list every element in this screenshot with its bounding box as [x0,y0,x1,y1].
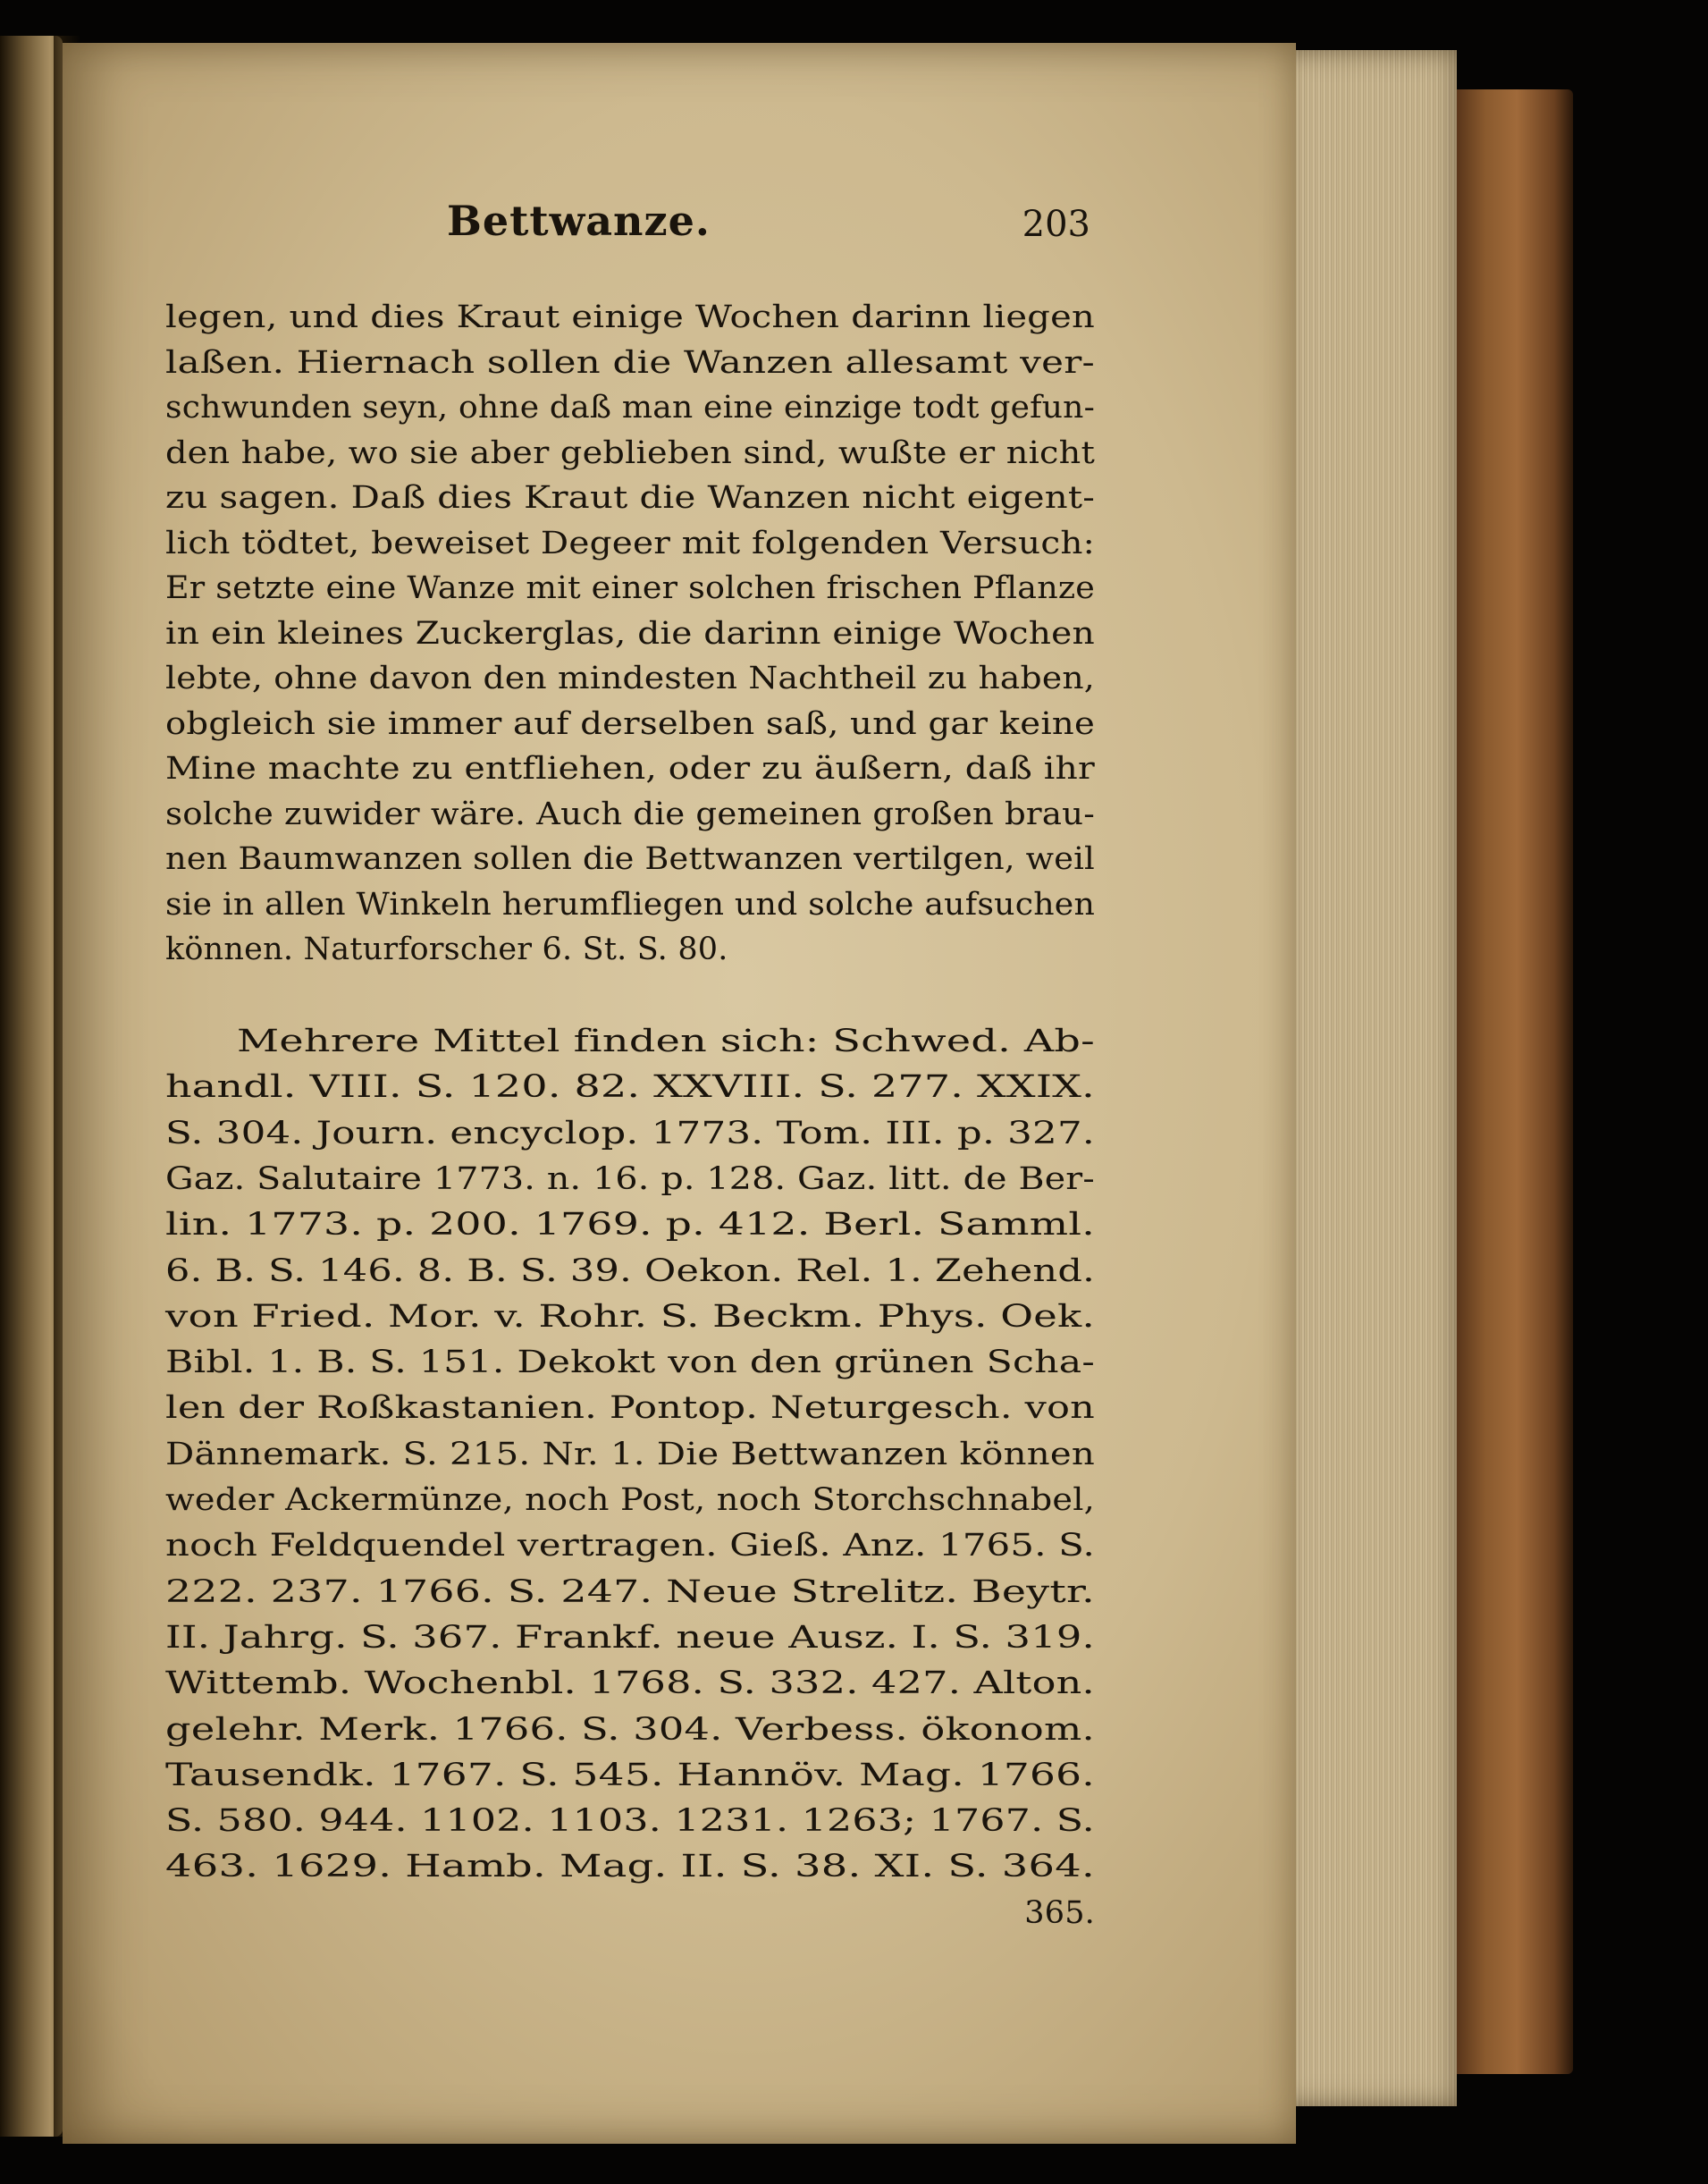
text-line: handl. VIII. S. 120. 82. XXVIII. S. 277. XXIX. [165,1069,1095,1106]
book-binding [1448,89,1573,2074]
text-line: S. 580. 944. 1102. 1103. 1231. 1263; 1767. S. [165,1803,1095,1840]
text-line: noch Feldquendel vertragen. Gieß. Anz. 1765. S. [165,1528,1096,1564]
text-line: Er setzte eine Wanze mit einer solchen frischen Pflanze [165,570,1096,606]
text-line: schwunden seyn, ohne daß man eine einzige todt gefun- [165,390,1095,426]
page-fore-edge [1278,50,1457,2106]
text-line: Wittemb. Wochenbl. 1768. S. 332. 427. Alton. [165,1665,1095,1702]
text-line: weder Ackermünze, noch Post, noch Storchschnabel, [165,1482,1096,1518]
text-line: II. Jahrg. S. 367. Frankf. neue Ausz. I. S. 319. [165,1619,1095,1656]
text-line: den habe, wo sie aber geblieben sind, wußte er nicht [165,434,1096,471]
running-title: Bettwanze. [447,197,711,245]
text-line: können. Naturforscher 6. St. S. 80. [165,932,728,967]
text-line: gelehr. Merk. 1766. S. 304. Verbess. ökonom. [165,1711,1096,1748]
text-line: zu sagen. Daß dies Kraut die Wanzen nicht eigent- [165,480,1095,516]
text-line: nen Baumwanzen sollen die Bettwanzen vertilgen, weil [165,841,1095,877]
text-line: solche zuwider wäre. Auch die gemeinen großen brau- [165,796,1095,832]
page-number: 203 [1022,204,1090,245]
text-line: S. 304. Journ. encyclop. 1773. Tom. III. p. 327. [165,1115,1095,1151]
text-line: Bibl. 1. B. S. 151. Dekokt von den grünen Scha- [165,1345,1096,1381]
text-line: legen, und dies Kraut einige Wochen darinn liegen [165,299,1095,335]
text-line: Tausendk. 1767. S. 545. Hannöv. Mag. 1766. [165,1757,1096,1793]
text-line: lin. 1773. p. 200. 1769. p. 412. Berl. Samml. [165,1207,1096,1244]
text-line: Dännemark. S. 215. Nr. 1. Die Bettwanzen können [165,1436,1096,1472]
text-line: Gaz. Salutaire 1773. n. 16. p. 128. Gaz. litt. de Ber- [165,1160,1095,1197]
text-line: 6. B. S. 146. 8. B. S. 39. Oekon. Rel. 1. Zehend. [165,1252,1096,1289]
text-line: len der Roßkastanien. Pontop. Neturgesch. von [165,1390,1095,1427]
text-line: laßen. Hiernach sollen die Wanzen allesamt ver- [165,344,1096,381]
text-line: obgleich sie immer auf derselben saß, und gar keine [165,705,1095,742]
text-line: Mine machte zu entfliehen, oder zu äußern, daß ihr [165,751,1095,787]
text-line: lebte, ohne davon den mindesten Nachtheil zu haben, [165,661,1095,696]
text-line: von Fried. Mor. v. Rohr. S. Beckm. Phys. Oek. [165,1298,1095,1335]
text-line: in ein kleines Zuckerglas, die darinn einige Wochen [165,615,1095,652]
text-line: 222. 237. 1766. S. 247. Neue Strelitz. Beytr. [165,1573,1096,1610]
text-line: Mehrere Mittel finden sich: Schwed. Ab- [237,1024,1095,1059]
text-line: lich tödtet, beweiset Degeer mit folgenden Versuch: [165,525,1095,561]
text-line: sie in allen Winkeln herumfliegen und solche aufsuchen [165,886,1096,923]
text-line: 463. 1629. Hamb. Mag. II. S. 38. XI. S. 364. [165,1849,1095,1885]
text-line: 365. [1024,1894,1095,1931]
running-header [447,197,1090,259]
